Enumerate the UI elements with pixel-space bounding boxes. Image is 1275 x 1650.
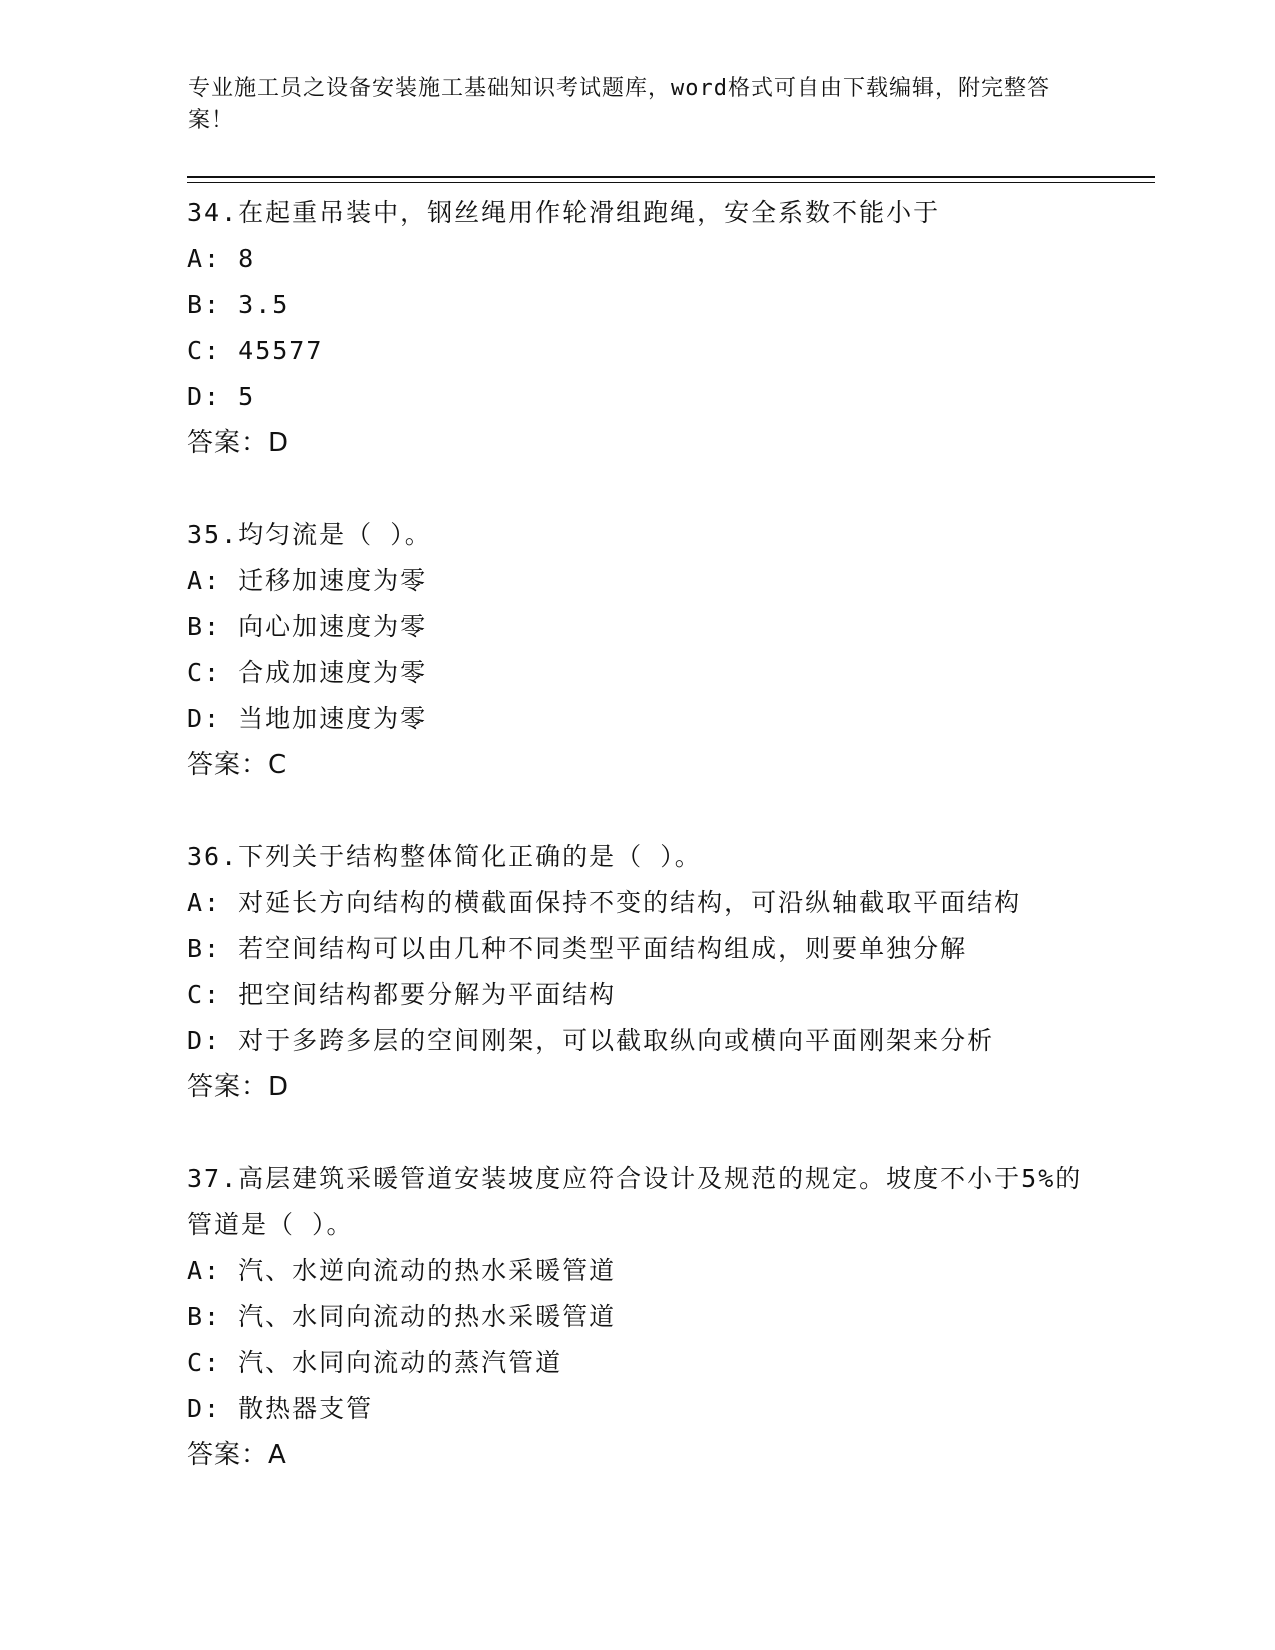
answer-label: 答案：A <box>187 1440 287 1470</box>
question-stem: 34.在起重吊装中，钢丝绳用作轮滑组跑绳，安全系数不能小于 <box>187 198 941 227</box>
question-list <box>187 190 1147 1524</box>
option-a: A: 迁移加速度为零 <box>187 566 428 595</box>
option-b: B: 向心加速度为零 <box>187 612 428 641</box>
question-34 <box>187 190 1147 466</box>
question-35 <box>187 512 1147 788</box>
question-stem: 35.均匀流是（ ）。 <box>187 520 432 549</box>
option-c: C: 45577 <box>187 336 324 365</box>
question-stem: 36.下列关于结构整体简化正确的是（ ）。 <box>187 842 702 871</box>
option-b: B: 汽、水同向流动的热水采暖管道 <box>187 1302 617 1331</box>
answer-label: 答案：D <box>187 1072 290 1102</box>
option-d: D: 散热器支管 <box>187 1394 374 1423</box>
option-b: B: 若空间结构可以由几种不同类型平面结构组成，则要单独分解 <box>187 934 968 963</box>
option-d: D: 当地加速度为零 <box>187 704 428 733</box>
option-d: D: 对于多跨多层的空间刚架，可以截取纵向或横向平面刚架来分析 <box>187 1026 995 1055</box>
option-b: B: 3.5 <box>187 290 290 319</box>
question-stem: 37.高层建筑采暖管道安装坡度应符合设计及规范的规定。坡度不小于5%的管道是（ ）。 <box>187 1164 1083 1239</box>
option-a: A: 8 <box>187 244 256 273</box>
option-a: A: 汽、水逆向流动的热水采暖管道 <box>187 1256 617 1285</box>
answer-label: 答案：D <box>187 428 290 458</box>
option-c: C: 合成加速度为零 <box>187 658 428 687</box>
option-c: C: 汽、水同向流动的蒸汽管道 <box>187 1348 563 1377</box>
option-a: A: 对延长方向结构的横截面保持不变的结构，可沿纵轴截取平面结构 <box>187 888 1022 917</box>
document-header: 专业施工员之设备安装施工基础知识考试题库，word格式可自由下载编辑，附完整答案！ <box>188 76 1050 133</box>
header-rule-thin <box>187 182 1155 183</box>
header-rule-thick <box>187 176 1155 178</box>
option-c: C: 把空间结构都要分解为平面结构 <box>187 980 617 1009</box>
question-37 <box>187 1156 1147 1478</box>
option-d: D: 5 <box>187 382 256 411</box>
answer-label: 答案：C <box>187 750 288 780</box>
question-36 <box>187 834 1147 1110</box>
